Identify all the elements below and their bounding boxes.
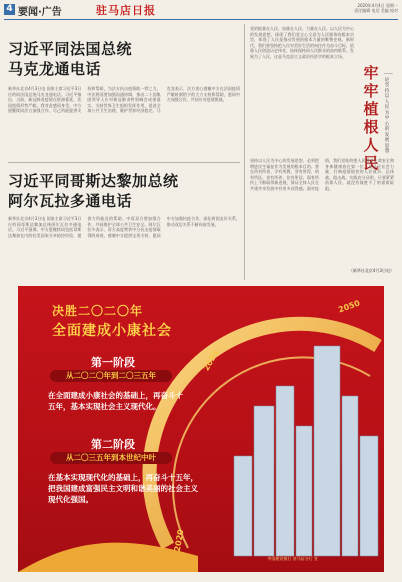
section-name: 要闻·广告 <box>18 7 62 18</box>
year-2020: 2020 <box>172 528 186 553</box>
poster-ad <box>18 286 384 572</box>
editor-line: 责任编辑 电话 美编 校对 <box>354 8 398 13</box>
commentary-source: （新华社北京4月3日电） <box>348 268 394 273</box>
poster-title-line1: 决胜二〇二〇年 <box>52 304 144 318</box>
article2-body: 新华社北京4月3日电 国家主席习近平3日应约同哥斯达黎加总统阿尔瓦拉多通电话。习近平强调，中方愿继续同包括哥斯达黎加在内的拉美国家分享防控经验，提供力所能及的帮助。中哥双方要加强合作，共同维护全球公共卫生安全。阿尔瓦拉多表示，哥方高度赞赏中方抗击疫情取得的成效，感谢中方提供宝贵支持，愿同中方加强抗疫合作，深化两国友好关系，推动双边关系不断向前发展。 <box>8 216 240 238</box>
stage2-text: 在基本实现现代化的基础上，再奋斗十五年，把我国建成富强民主文明和谐美丽的社会主义现代化强国。 <box>48 473 198 504</box>
article2-title-line1: 习近平同哥斯达黎加总统 <box>8 172 179 190</box>
issue-date: 2020年4月4日 星期一 <box>357 3 398 8</box>
stage2-period: 从二〇三五年到本世纪中叶 <box>50 452 172 464</box>
article2-title-line2: 阿尔瓦拉多通电话 <box>8 192 133 210</box>
year-2050: 2050 <box>337 298 362 315</box>
commentary-subtitle: ——论坚持以人民为中心的发展思想 <box>384 72 393 154</box>
article1-title-line2: 马克龙通电话 <box>8 60 102 78</box>
commentary-headline: 牢牢植根人民 <box>363 64 379 172</box>
page-number: 4 <box>4 4 15 15</box>
city-skyline <box>234 346 378 556</box>
stage2-title: 第二阶段 <box>91 438 135 451</box>
poster-title-line2: 全面建成小康社会 <box>52 323 172 339</box>
masthead: 驻马店日报 <box>96 4 156 17</box>
article1-body: 新华社北京4月3日电 国家主席习近平3日应约同法国总统马克龙通电话。习近平指出，当前，新冠肺炎疫情在欧洲蔓延，法国疫情形势严峻，我对此感同身受。中方愿继续同法方加强合作，尽己所能提供支持和帮助，为法方抗击疫情助一臂之力。中法两国要加强沟通协调，推动二十国集团领导人应对新冠肺炎特别峰会成果落实，支持世界卫生组织发挥作用，促进全球公共卫生治理，维护世界经济稳定。马克龙表示，法方衷心感谢中方在法国疫情严峻时刻给予的大力支持和帮助，愿同中方加强合作，共同应对疫情挑战。 <box>8 86 240 113</box>
article1-title-line1: 习近平同法国总统 <box>8 40 133 58</box>
year-2035: 2035 <box>201 348 221 373</box>
column-divider <box>244 24 245 280</box>
poster-credit: 中国建设银行 驻马店分行 宣 <box>267 556 318 561</box>
header-rule <box>4 19 398 20</box>
commentary-body-top: 党的根基在人民、血脉在人民、力量在人民。以人民为中心的发展思想，体现了我们党全心全意为人民服务的根本宗旨，体现了人民是推动发展的根本力量的唯物史观。新时代，我们要坚持把人民对美好生活的向往作为奋斗目标，依靠人民创造历史伟业，始终保持同人民群众的血肉联系。发展为了人民，这是马克思主义政治经济学的根本立场。 <box>250 26 354 59</box>
stage1-text: 在全面建成小康社会的基础上，再奋斗十五年，基本实现社会主义现代化。 <box>48 391 183 411</box>
issue-meta <box>328 3 398 13</box>
article-divider <box>8 162 240 163</box>
stage1-period: 从二〇二〇年到二〇三五年 <box>50 370 172 382</box>
stage1-title: 第一阶段 <box>91 356 135 369</box>
commentary-body-bottom: 坚持以人民为中心的发展思想，必须把增进民生福祉作为发展的根本目的。要在幼有所育、学有所教、劳有所得、病有所医、老有所养、住有所居、弱有所扶上不断取得新进展，保证全体人民在共建共享发展中有更多获得感。面对疫情，我们党始终把人民群众生命安全和身体健康放在第一位，动员全社会力量，打响疫情防控的人民战争、总体战、阻击战。实践充分证明，只要紧紧依靠人民，就没有战胜不了的艰难险阻。 <box>250 158 394 191</box>
gold-wave <box>18 543 198 572</box>
page-header <box>0 0 402 20</box>
